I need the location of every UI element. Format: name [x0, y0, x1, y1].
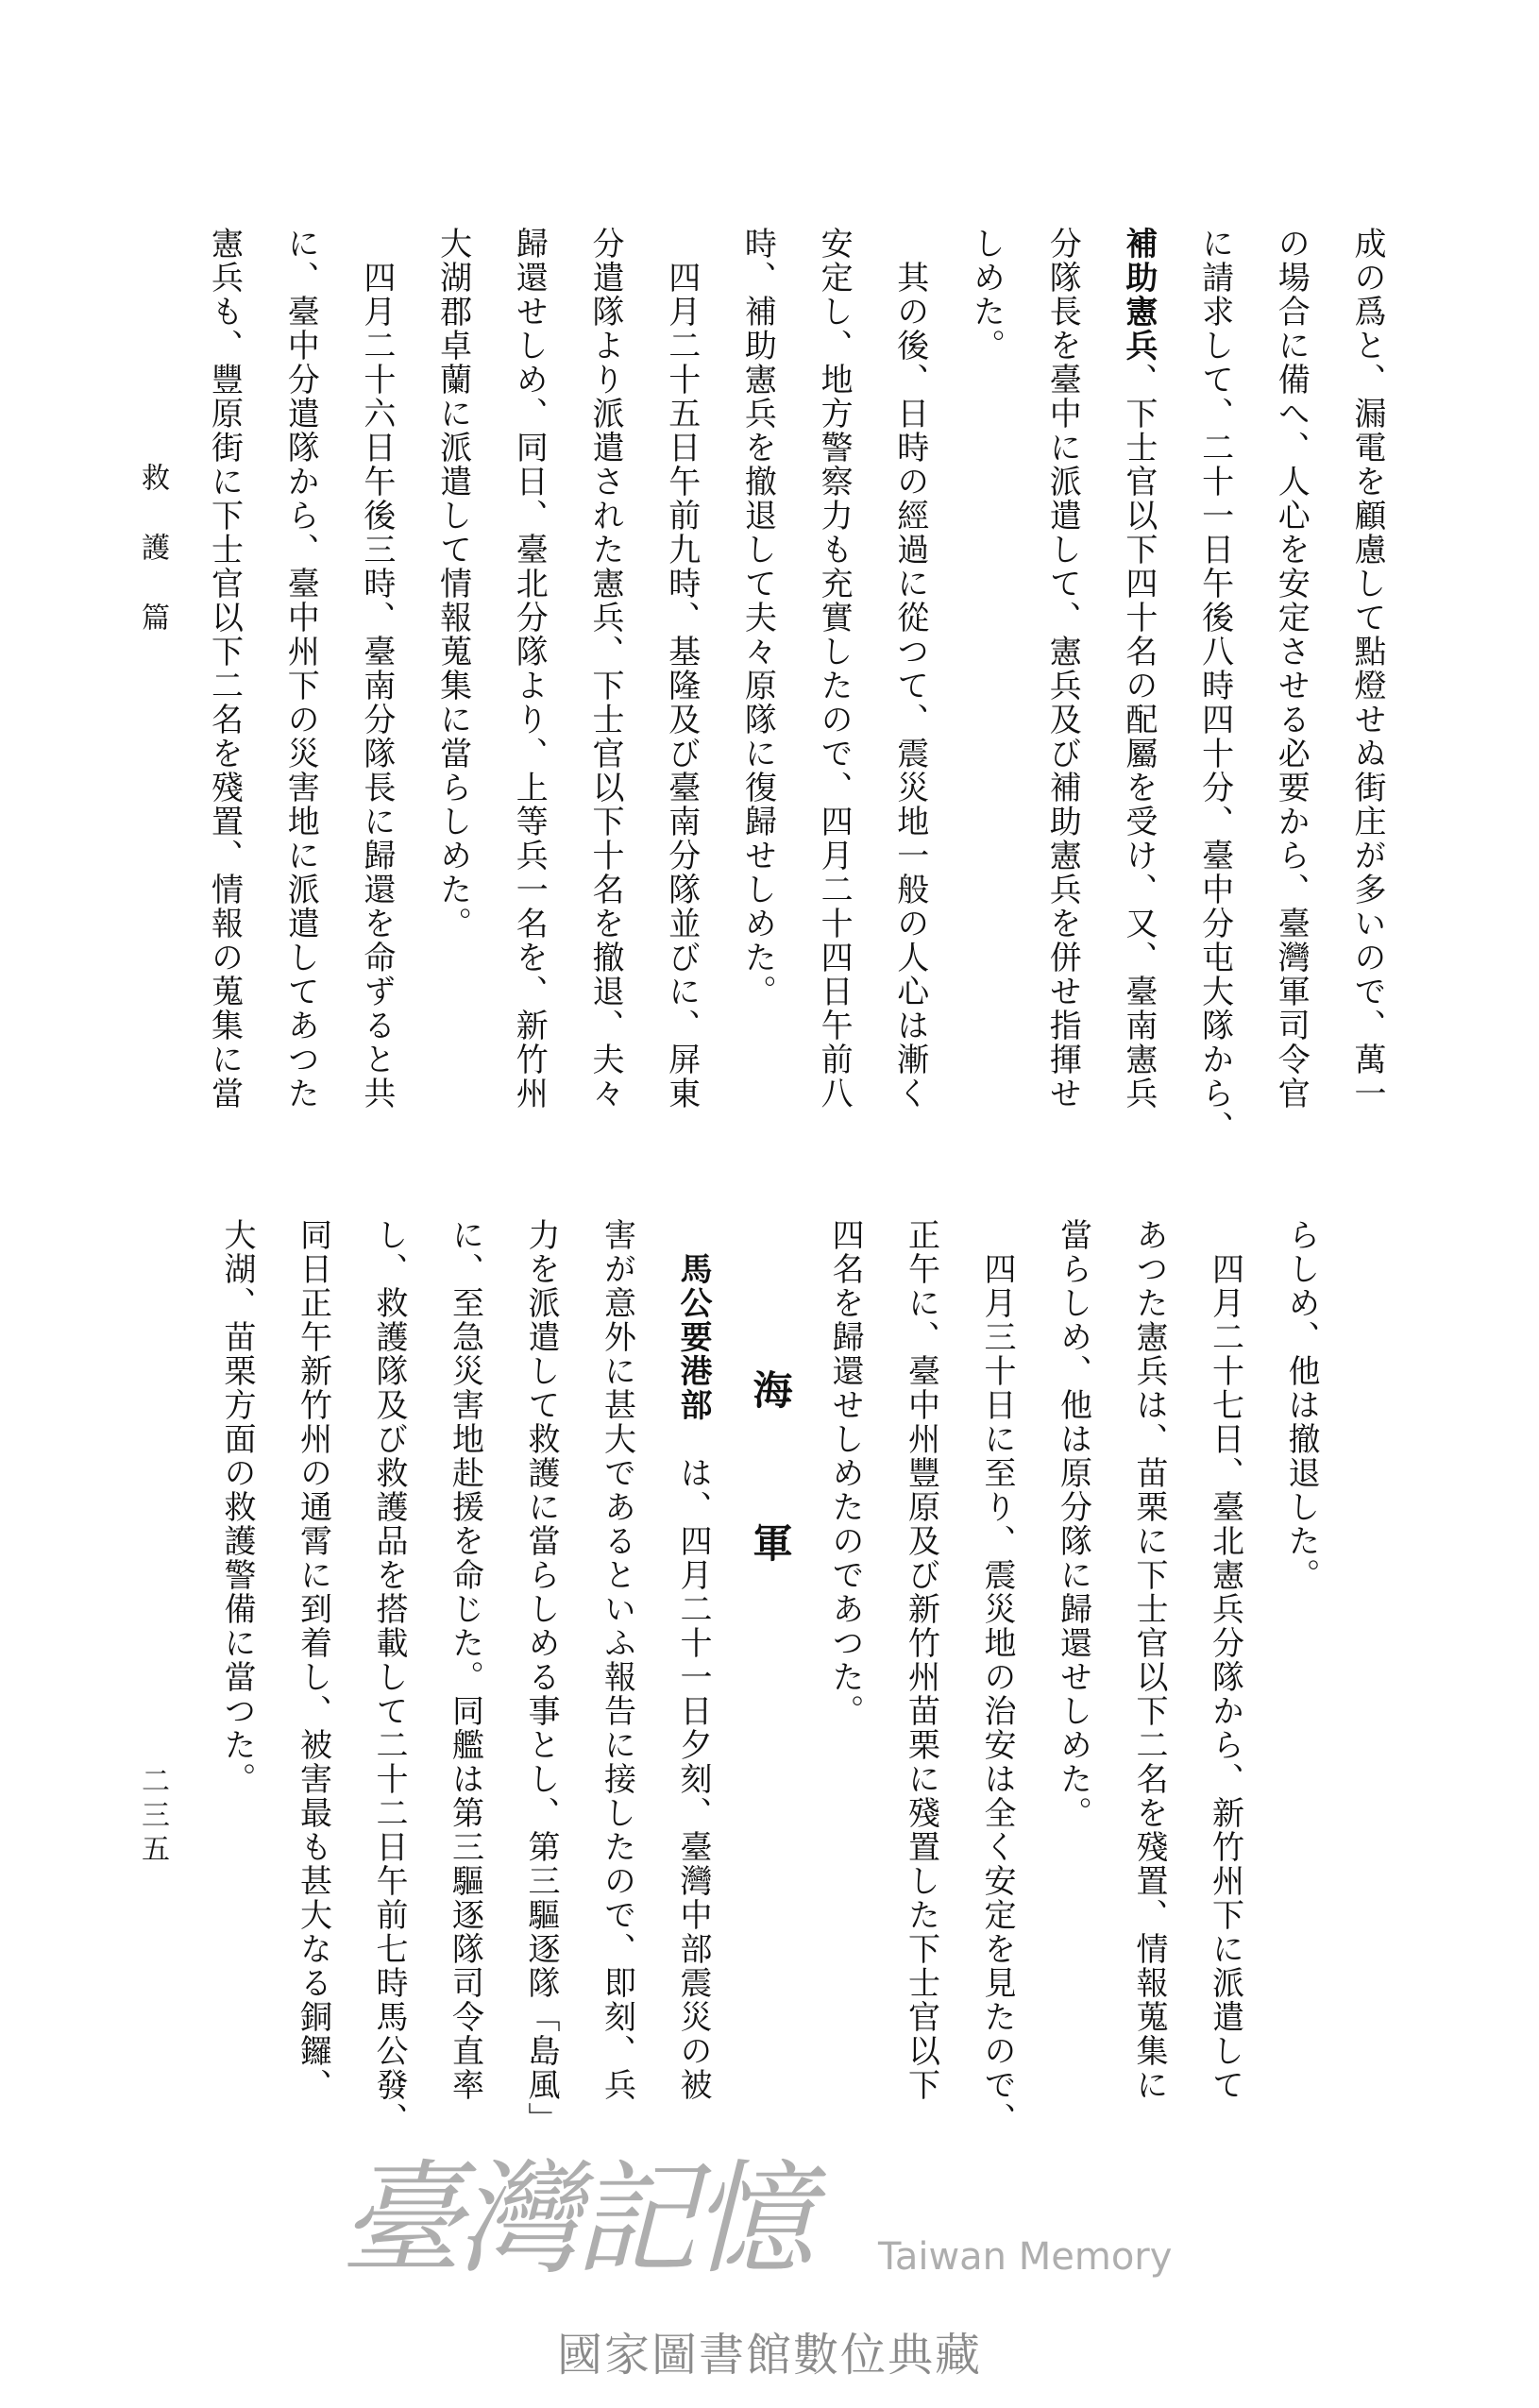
text-column — [281, 227, 320, 1111]
text-column — [510, 227, 549, 1111]
text-column — [815, 227, 854, 1111]
text-line: 四月三十日に至り、震災地の治安は全く安定を見たので、 — [978, 1252, 1016, 2136]
text-column — [1195, 227, 1234, 1145]
text-column — [1130, 1218, 1168, 2102]
watermark-logo: 臺灣記憶 — [340, 2147, 809, 2291]
text-column — [1282, 1218, 1320, 1592]
text-line: 大湖、苗栗方面の救護警備に當つた。 — [218, 1218, 256, 1796]
text-column — [890, 261, 929, 1111]
text-line: 安定し、地方警察力も充實したので、四月二十四日午前八 — [815, 227, 854, 1111]
text-column — [978, 1252, 1016, 2136]
text-column — [1119, 227, 1158, 1111]
text-column — [902, 1218, 940, 2102]
text-line: 歸還せしめ、同日、臺北分隊より、上等兵一名を、新竹州 — [510, 227, 549, 1111]
text-line: 四月二十六日午後三時、臺南分隊長に歸還を命ずると共 — [357, 261, 396, 1111]
text-line: 其の後、日時の經過に從つて、震災地一般の人心は漸く — [890, 261, 929, 1111]
text-line: 分隊長を臺中に派遣して、憲兵及び補助憲兵を併せ指揮せ — [1043, 227, 1082, 1111]
text-line: は、四月二十一日夕刻、臺灣中部震災の被 — [674, 1422, 712, 2102]
text-column — [967, 227, 1006, 363]
section-heading: 海軍 — [747, 1369, 794, 1675]
text-column — [1272, 227, 1311, 1111]
text-column — [218, 1218, 256, 1796]
text-line: しめた。 — [967, 227, 1006, 363]
text-column — [357, 261, 396, 1111]
text-column — [598, 1218, 636, 2102]
bold-term: 補助憲兵 — [1119, 227, 1158, 363]
text-line: 四名を歸還せしめたのであつた。 — [826, 1218, 864, 1728]
text-line: あつた憲兵は、苗栗に下士官以下二名を殘置、情報蒐集に — [1130, 1218, 1168, 2102]
text-line: 四月二十七日、臺北憲兵分隊から、新竹州下に派遣して — [1206, 1252, 1244, 2102]
watermark-logo-english: Taiwan Memory — [878, 2235, 1173, 2279]
text-line: らしめ、他は撤退した。 — [1282, 1218, 1320, 1592]
footer-collection-credit: 國家圖書館數位典藏 — [556, 2329, 982, 2382]
text-line: 正午に、臺中州豐原及び新竹州苗栗に殘置した下士官以下 — [902, 1218, 940, 2102]
text-line: の場合に備へ、人心を安定させる必要から、臺灣軍司令官 — [1272, 227, 1311, 1111]
text-column — [738, 227, 777, 1009]
text-column — [1206, 1252, 1244, 2102]
text-column — [205, 227, 244, 1111]
text-column — [433, 227, 472, 941]
text-column — [1043, 227, 1082, 1111]
text-column — [662, 261, 701, 1111]
text-column — [522, 1218, 560, 2136]
text-line: し、救護隊及び救護品を搭載して二十二日午前七時馬公發、 — [370, 1218, 408, 2136]
text-column — [826, 1218, 864, 1728]
text-line: 力を派遣して救護に當らしめる事とし、第三驅逐隊「島風」 — [522, 1218, 560, 2136]
text-column — [674, 1252, 712, 2102]
text-column — [1054, 1218, 1092, 1830]
text-line: 憲兵も、豐原街に下士官以下二名を殘置、情報の蒐集に當 — [205, 227, 244, 1111]
bold-term: 馬公要港部 — [674, 1252, 712, 1422]
text-line: 、下士官以下四十名の配屬を受け、又、臺南憲兵 — [1119, 363, 1158, 1111]
text-line: に、臺中分遣隊から、臺中州下の災害地に派遣してあつた — [281, 227, 320, 1111]
text-line: 同日正午新竹州の通霄に到着し、被害最も甚大なる銅鑼、 — [294, 1218, 332, 2102]
text-line: 時、補助憲兵を撤退して夫々原隊に復歸せしめた。 — [738, 227, 777, 1009]
text-line: 成の爲と、漏電を顧慮して點燈せぬ街庄が多いので、萬一 — [1348, 227, 1386, 1111]
text-column — [294, 1218, 332, 2102]
page-number: 二三五 — [136, 1766, 169, 1868]
running-title: 救護篇 — [136, 463, 169, 672]
text-line: 大湖郡卓蘭に派遣して情報蒐集に當らしめた。 — [433, 227, 472, 941]
text-line: 當らしめ、他は原分隊に歸還せしめた。 — [1054, 1218, 1092, 1830]
text-line: 四月二十五日午前九時、基隆及び臺南分隊並びに、屏東 — [662, 261, 701, 1111]
text-column — [586, 227, 624, 1111]
text-column — [1348, 227, 1386, 1111]
text-line: 害が意外に甚大であるといふ報告に接したので、即刻、兵 — [598, 1218, 636, 2102]
text-column — [446, 1218, 484, 2102]
text-column — [370, 1218, 408, 2136]
text-line: に請求して、二十一日午後八時四十分、臺中分屯大隊から、 — [1195, 227, 1234, 1145]
text-line: 分遣隊より派遣された憲兵、下士官以下十名を撤退、夫々 — [586, 227, 624, 1111]
text-line: に、至急災害地赴援を命じた。同艦は第三驅逐隊司令直率 — [446, 1218, 484, 2102]
